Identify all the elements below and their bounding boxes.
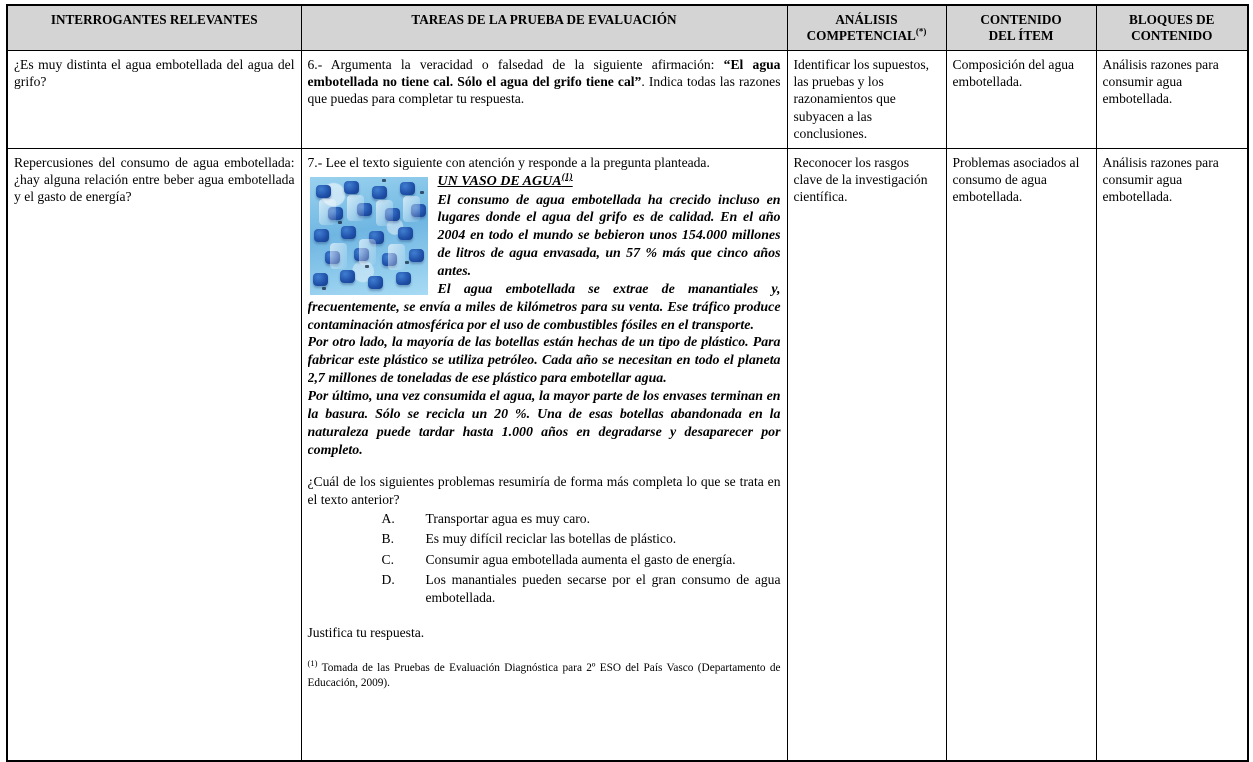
- column-header-bloques-line1: BLOQUES DE: [1129, 12, 1215, 27]
- column-header-analisis-line1: ANÁLISIS: [835, 12, 898, 27]
- answer-options-list: [308, 510, 781, 607]
- cell-bloques-1: [1096, 51, 1248, 149]
- interrogante-text-2: Repercusiones del consumo de agua embotellada: ¿hay alguna relación entre beber agua embotellada y el gasto de energía?: [14, 154, 295, 205]
- column-header-analisis-line2: COMPETENCIAL: [806, 27, 916, 43]
- answer-option-c-letter: C.: [381, 551, 394, 567]
- column-header-analisis: [787, 5, 946, 51]
- cell-tarea-1: [301, 51, 787, 149]
- cell-tarea-2: [301, 148, 787, 761]
- interrogante-text-1: ¿Es muy distinta el agua embotellada del agua del grifo?: [14, 57, 295, 90]
- footnote-text: Tomada de las Pruebas de Evaluación Diagnóstica para 2º ESO del País Vasco (Departamento de Educación, 2009).: [307, 662, 781, 690]
- column-header-analisis-footnote-marker: (*): [915, 26, 927, 37]
- passage-title-text: UN VASO DE AGUA: [437, 173, 562, 189]
- reading-passage: [308, 173, 781, 460]
- answer-option-d-letter: D.: [381, 572, 395, 588]
- column-header-bloques: [1096, 5, 1248, 51]
- cell-interrogante-2: [7, 148, 301, 761]
- passage-paragraph-2: El agua embotellada se extrae de manantiales y, frecuentemente, se envía a miles de kilómetros para su venta. Ese tráfico produce contaminación atmosférica por el uso de combustibles fósiles en el transporte.: [307, 281, 781, 333]
- table-header: [7, 5, 1248, 51]
- answer-option-a-text: Transportar agua es muy caro.: [425, 510, 590, 526]
- column-header-contenido: [946, 5, 1096, 51]
- column-header-interrogantes: [7, 5, 301, 51]
- footnote-marker: (1): [307, 658, 318, 669]
- answer-option-b-text: Es muy difícil reciclar las botellas de plástico.: [425, 531, 677, 547]
- bloques-text-2: Análisis razones para consumir agua embotellada.: [1102, 154, 1219, 205]
- bloques-text-1: Análisis razones para consumir agua embotellada.: [1102, 57, 1219, 107]
- tarea-text-after-1: . Indica todas las razones que puedas para completar tu respuesta.: [307, 74, 781, 107]
- table-row: [7, 51, 1248, 149]
- table-body: [7, 51, 1248, 762]
- column-header-interrogantes-label: INTERROGANTES RELEVANTES: [50, 12, 258, 27]
- cell-contenido-1: [946, 51, 1096, 149]
- cell-bloques-2: [1096, 148, 1248, 761]
- analisis-text-2: Reconocer los rasgos clave de la investigación científica.: [793, 154, 928, 205]
- cell-contenido-2: [946, 148, 1096, 761]
- passage-paragraph-1: El consumo de agua embotellada ha crecido incluso en lugares donde el agua del grifo es de calidad. En el año 2004 en todo el mundo se bebieron unos 154.000 millones de litros de agua envasada, un 57 % más que cinco años antes.: [437, 192, 781, 279]
- column-header-contenido-line1: CONTENIDO: [980, 12, 1062, 27]
- answer-option-d[interactable]: [382, 571, 781, 606]
- answer-option-b[interactable]: [382, 530, 781, 548]
- photo-bottle-caps: [310, 177, 428, 295]
- evaluation-table: [6, 4, 1249, 762]
- cell-analisis-2: [787, 148, 946, 761]
- analisis-text-1: Identificar los supuestos, las pruebas y los razonamientos que subyacen a las conclusiones.: [793, 57, 930, 141]
- answer-option-c[interactable]: [382, 551, 781, 569]
- cell-interrogante-1: [7, 51, 301, 149]
- tarea-text-before-1: 6.- Argumenta la veracidad o falsedad de la siguiente afirmación:: [307, 57, 724, 73]
- table-row: [7, 148, 1248, 761]
- tarea-quote-1: “El agua embotellada no tiene cal. Sólo el agua del grifo tiene cal”: [307, 57, 781, 90]
- table-header-row: [7, 5, 1248, 51]
- answer-option-b-letter: B.: [381, 531, 394, 547]
- tarea-intro-2: 7.- Lee el texto siguiente con atención y responde a la pregunta planteada.: [307, 154, 710, 170]
- footnote-source: [307, 658, 781, 691]
- answer-option-c-text: Consumir agua embotellada aumenta el gasto de energía.: [425, 551, 736, 567]
- column-header-contenido-line2: DEL ÍTEM: [988, 27, 1054, 43]
- passage-paragraph-4: Por último, una vez consumida el agua, la mayor parte de los envases terminan en la basura. Sólo se recicla un 20 %. Una de esas botellas abandonada en la naturaleza puede tardar hasta 1.000 años en degradarse y desaparecer por completo.: [307, 388, 781, 458]
- cell-analisis-1: [787, 51, 946, 149]
- contenido-text-2: Problemas asociados al consumo de agua embotellada.: [952, 154, 1080, 205]
- passage-paragraph-3: Por otro lado, la mayoría de las botellas están hechas de un tipo de plástico. Para fabricar este plástico se utiliza petróleo. Cada año se necesitan en todo el planeta 2,7 millones de toneladas de ese plástico para embotellar agua.: [307, 335, 781, 387]
- answer-option-d-text: Los manantiales pueden secarse por el gran consumo de agua embotellada.: [425, 572, 781, 605]
- column-header-tareas-label: TAREAS DE LA PRUEBA DE EVALUACIÓN: [411, 12, 677, 27]
- column-header-bloques-line2: CONTENIDO: [1131, 27, 1213, 43]
- answer-option-a-letter: A.: [381, 510, 395, 526]
- answer-option-a[interactable]: [382, 510, 781, 528]
- water-bottles-photo-icon: [310, 177, 428, 295]
- justify-answer-prompt: Justifica tu respuesta.: [307, 625, 425, 641]
- passage-title-footnote-marker: (1): [561, 172, 573, 183]
- column-header-tareas: [301, 5, 787, 51]
- contenido-text-1: Composición del agua embotellada.: [952, 57, 1075, 90]
- question-stem: ¿Cuál de los siguientes problemas resumiría de forma más completa lo que se trata en el texto anterior?: [307, 474, 781, 507]
